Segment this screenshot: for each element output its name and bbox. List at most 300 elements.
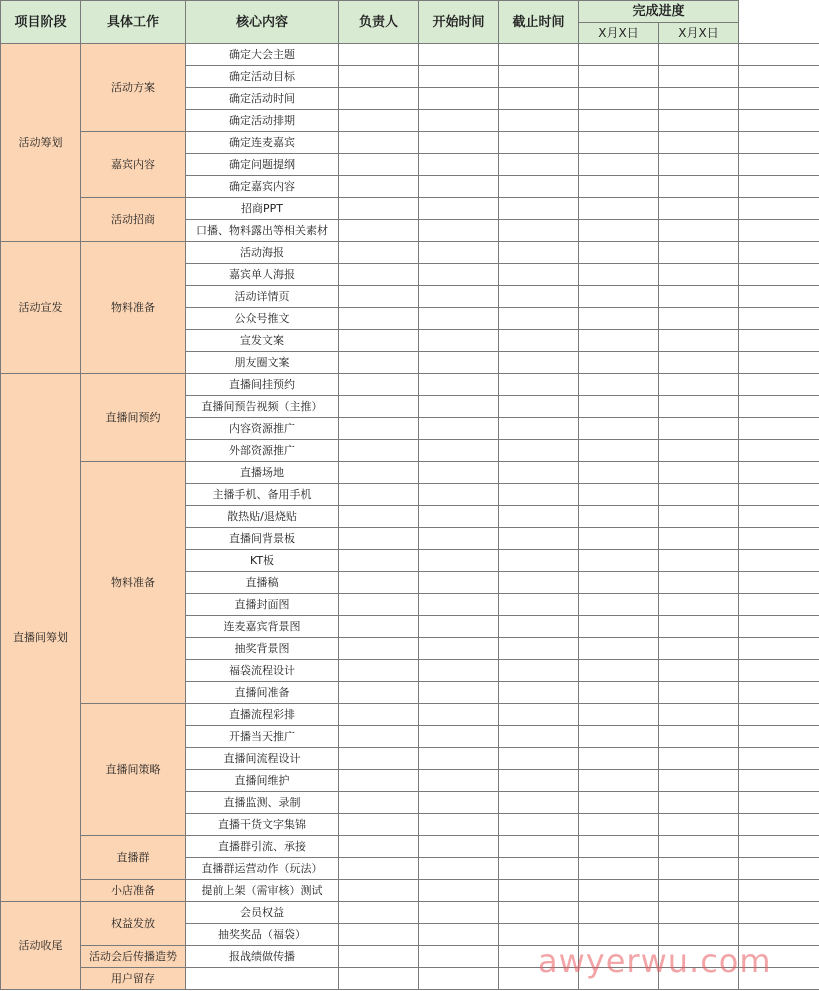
core-cell[interactable] [339,462,419,484]
deadline-cell[interactable] [579,220,659,242]
owner-cell[interactable] [419,682,499,704]
task-cell: 直播稿 [186,572,339,594]
deadline-cell[interactable] [579,550,659,572]
progress-cell-2[interactable] [739,880,819,902]
owner-cell[interactable] [419,154,499,176]
watermark: awyerwu.com [538,942,772,980]
owner-cell[interactable] [419,572,499,594]
core-cell[interactable] [339,506,419,528]
progress-cell-1[interactable] [659,220,739,242]
progress-cell-2[interactable] [739,968,819,990]
progress-cell-2[interactable] [739,88,819,110]
start-cell[interactable] [499,946,579,968]
core-cell[interactable] [339,396,419,418]
core-cell[interactable] [339,968,419,990]
progress-cell-1[interactable] [659,836,739,858]
deadline-cell[interactable] [579,110,659,132]
progress-cell-2[interactable] [739,374,819,396]
owner-cell[interactable] [419,198,499,220]
progress-cell-2[interactable] [739,770,819,792]
start-cell[interactable] [499,704,579,726]
deadline-cell[interactable] [579,682,659,704]
table-row [1,462,819,484]
deadline-cell[interactable] [579,726,659,748]
start-cell[interactable] [499,924,579,946]
task-cell: 直播群运营动作（玩法） [186,858,339,880]
owner-cell[interactable] [419,352,499,374]
progress-cell-1[interactable] [659,792,739,814]
core-cell[interactable] [339,946,419,968]
progress-cell-2[interactable] [739,418,819,440]
core-cell[interactable] [339,352,419,374]
progress-cell-1[interactable] [659,528,739,550]
start-cell[interactable] [499,748,579,770]
progress-cell-2[interactable] [739,462,819,484]
subphase-cell: 小店准备 [81,880,186,902]
core-cell[interactable] [339,154,419,176]
progress-cell-2[interactable] [739,352,819,374]
start-cell[interactable] [499,770,579,792]
progress-cell-2[interactable] [739,858,819,880]
owner-cell[interactable] [419,264,499,286]
task-cell: 朋友圈文案 [186,352,339,374]
table-row [1,946,819,968]
owner-cell[interactable] [419,770,499,792]
owner-cell[interactable] [419,638,499,660]
table-row [1,44,819,66]
progress-cell-1[interactable] [659,594,739,616]
owner-cell[interactable] [419,814,499,836]
task-cell: 主播手机、备用手机 [186,484,339,506]
progress-cell-1[interactable] [659,660,739,682]
owner-cell[interactable] [419,704,499,726]
progress-cell-1[interactable] [659,66,739,88]
task-cell: 确定大会主题 [186,44,339,66]
start-cell[interactable] [499,66,579,88]
start-cell[interactable] [499,968,579,990]
progress-cell-1[interactable] [659,462,739,484]
deadline-cell[interactable] [579,352,659,374]
progress-cell-2[interactable] [739,572,819,594]
core-cell[interactable] [339,132,419,154]
progress-cell-1[interactable] [659,924,739,946]
owner-cell[interactable] [419,110,499,132]
deadline-cell[interactable] [579,704,659,726]
start-cell[interactable] [499,484,579,506]
owner-cell[interactable] [419,550,499,572]
progress-cell-1[interactable] [659,682,739,704]
subphase-cell: 用户留存 [81,968,186,990]
deadline-cell[interactable] [579,638,659,660]
core-cell[interactable] [339,792,419,814]
owner-cell[interactable] [419,924,499,946]
owner-cell[interactable] [419,176,499,198]
start-cell[interactable] [499,352,579,374]
start-cell[interactable] [499,726,579,748]
plan-body [1,44,819,990]
deadline-cell[interactable] [579,506,659,528]
owner-cell[interactable] [419,308,499,330]
task-cell: 直播封面图 [186,594,339,616]
progress-cell-2[interactable] [739,66,819,88]
owner-cell[interactable] [419,792,499,814]
task-cell: 确定活动时间 [186,88,339,110]
progress-cell-1[interactable] [659,748,739,770]
deadline-cell[interactable] [579,374,659,396]
deadline-cell[interactable] [579,946,659,968]
progress-cell-2[interactable] [739,396,819,418]
progress-cell-1[interactable] [659,44,739,66]
owner-cell[interactable] [419,418,499,440]
progress-cell-2[interactable] [739,110,819,132]
progress-cell-2[interactable] [739,682,819,704]
subphase-cell: 物料准备 [81,242,186,374]
progress-cell-2[interactable] [739,638,819,660]
deadline-cell[interactable] [579,924,659,946]
core-cell[interactable] [339,858,419,880]
start-cell[interactable] [499,308,579,330]
progress-cell-1[interactable] [659,154,739,176]
progress-cell-1[interactable] [659,880,739,902]
progress-cell-1[interactable] [659,726,739,748]
owner-cell[interactable] [419,132,499,154]
task-cell: 直播间准备 [186,682,339,704]
core-cell[interactable] [339,770,419,792]
deadline-cell[interactable] [579,440,659,462]
progress-cell-2[interactable] [739,704,819,726]
progress-cell-2[interactable] [739,330,819,352]
progress-cell-1[interactable] [659,704,739,726]
progress-cell-1[interactable] [659,396,739,418]
deadline-cell[interactable] [579,88,659,110]
core-cell[interactable] [339,902,419,924]
start-cell[interactable] [499,792,579,814]
start-cell[interactable] [499,440,579,462]
progress-cell-2[interactable] [739,814,819,836]
progress-cell-2[interactable] [739,506,819,528]
start-cell[interactable] [499,264,579,286]
core-cell[interactable] [339,528,419,550]
core-cell[interactable] [339,616,419,638]
progress-cell-2[interactable] [739,264,819,286]
start-cell[interactable] [499,44,579,66]
deadline-cell[interactable] [579,616,659,638]
core-cell[interactable] [339,110,419,132]
header-core: 核心内容 [186,1,339,44]
deadline-cell[interactable] [579,286,659,308]
owner-cell[interactable] [419,66,499,88]
start-cell[interactable] [499,616,579,638]
task-cell: 提前上架（需审核）测试 [186,880,339,902]
task-cell: 直播间挂预约 [186,374,339,396]
owner-cell[interactable] [419,462,499,484]
deadline-cell[interactable] [579,880,659,902]
progress-cell-2[interactable] [739,308,819,330]
table-row [1,198,819,220]
task-cell: 招商PPT [186,198,339,220]
task-cell: 确定连麦嘉宾 [186,132,339,154]
progress-cell-1[interactable] [659,132,739,154]
task-cell: 确定嘉宾内容 [186,176,339,198]
subphase-cell: 活动会后传播造势 [81,946,186,968]
progress-cell-1[interactable] [659,506,739,528]
progress-cell-2[interactable] [739,836,819,858]
progress-cell-2[interactable] [739,550,819,572]
start-cell[interactable] [499,198,579,220]
start-cell[interactable] [499,902,579,924]
core-cell[interactable] [339,726,419,748]
progress-cell-1[interactable] [659,638,739,660]
task-cell: 内容资源推广 [186,418,339,440]
start-cell[interactable] [499,660,579,682]
deadline-cell[interactable] [579,836,659,858]
start-cell[interactable] [499,814,579,836]
core-cell[interactable] [339,198,419,220]
owner-cell[interactable] [419,242,499,264]
owner-cell[interactable] [419,44,499,66]
progress-cell-1[interactable] [659,616,739,638]
start-cell[interactable] [499,880,579,902]
progress-cell-2[interactable] [739,726,819,748]
core-cell[interactable] [339,264,419,286]
progress-cell-2[interactable] [739,286,819,308]
start-cell[interactable] [499,462,579,484]
progress-cell-1[interactable] [659,308,739,330]
core-cell[interactable] [339,44,419,66]
owner-cell[interactable] [419,748,499,770]
core-cell[interactable] [339,660,419,682]
start-cell[interactable] [499,396,579,418]
core-cell[interactable] [339,814,419,836]
owner-cell[interactable] [419,286,499,308]
start-cell[interactable] [499,220,579,242]
progress-cell-2[interactable] [739,792,819,814]
progress-cell-2[interactable] [739,902,819,924]
progress-cell-2[interactable] [739,176,819,198]
owner-cell[interactable] [419,880,499,902]
progress-cell-2[interactable] [739,154,819,176]
core-cell[interactable] [339,242,419,264]
task-cell: 直播群引流、承接 [186,836,339,858]
progress-cell-2[interactable] [739,484,819,506]
progress-cell-1[interactable] [659,242,739,264]
progress-cell-1[interactable] [659,858,739,880]
owner-cell[interactable] [419,506,499,528]
progress-cell-1[interactable] [659,770,739,792]
core-cell[interactable] [339,440,419,462]
deadline-cell[interactable] [579,396,659,418]
deadline-cell[interactable] [579,308,659,330]
progress-cell-2[interactable] [739,198,819,220]
progress-cell-1[interactable] [659,550,739,572]
owner-cell[interactable] [419,88,499,110]
progress-cell-1[interactable] [659,198,739,220]
deadline-cell[interactable] [579,660,659,682]
owner-cell[interactable] [419,594,499,616]
deadline-cell[interactable] [579,484,659,506]
core-cell[interactable] [339,330,419,352]
deadline-cell[interactable] [579,594,659,616]
start-cell[interactable] [499,858,579,880]
core-cell[interactable] [339,176,419,198]
core-cell[interactable] [339,836,419,858]
progress-cell-1[interactable] [659,946,739,968]
subphase-cell: 活动方案 [81,44,186,132]
start-cell[interactable] [499,638,579,660]
progress-cell-1[interactable] [659,572,739,594]
owner-cell[interactable] [419,902,499,924]
core-cell[interactable] [339,308,419,330]
core-cell[interactable] [339,682,419,704]
deadline-cell[interactable] [579,572,659,594]
core-cell[interactable] [339,220,419,242]
owner-cell[interactable] [419,374,499,396]
owner-cell[interactable] [419,528,499,550]
progress-cell-2[interactable] [739,528,819,550]
core-cell[interactable] [339,924,419,946]
owner-cell[interactable] [419,946,499,968]
deadline-cell[interactable] [579,66,659,88]
deadline-cell[interactable] [579,418,659,440]
progress-cell-1[interactable] [659,484,739,506]
table-row [1,880,819,902]
progress-cell-2[interactable] [739,242,819,264]
owner-cell[interactable] [419,220,499,242]
deadline-cell[interactable] [579,176,659,198]
progress-cell-1[interactable] [659,264,739,286]
owner-cell[interactable] [419,396,499,418]
deadline-cell[interactable] [579,968,659,990]
core-cell[interactable] [339,880,419,902]
progress-cell-2[interactable] [739,946,819,968]
progress-cell-1[interactable] [659,902,739,924]
core-cell[interactable] [339,286,419,308]
progress-cell-2[interactable] [739,616,819,638]
start-cell[interactable] [499,594,579,616]
table-row [1,132,819,154]
start-cell[interactable] [499,132,579,154]
core-cell[interactable] [339,66,419,88]
deadline-cell[interactable] [579,528,659,550]
start-cell[interactable] [499,836,579,858]
owner-cell[interactable] [419,726,499,748]
progress-cell-2[interactable] [739,440,819,462]
core-cell[interactable] [339,572,419,594]
owner-cell[interactable] [419,484,499,506]
task-cell: 直播间背景板 [186,528,339,550]
progress-cell-2[interactable] [739,220,819,242]
deadline-cell[interactable] [579,814,659,836]
progress-cell-1[interactable] [659,968,739,990]
start-cell[interactable] [499,286,579,308]
deadline-cell[interactable] [579,902,659,924]
owner-cell[interactable] [419,836,499,858]
task-cell [186,968,339,990]
deadline-cell[interactable] [579,242,659,264]
task-cell: 直播间流程设计 [186,748,339,770]
owner-cell[interactable] [419,440,499,462]
deadline-cell[interactable] [579,154,659,176]
owner-cell[interactable] [419,330,499,352]
start-cell[interactable] [499,418,579,440]
progress-cell-1[interactable] [659,110,739,132]
progress-cell-2[interactable] [739,660,819,682]
deadline-cell[interactable] [579,198,659,220]
task-cell: KT板 [186,550,339,572]
task-cell: 直播间预告视频（主推） [186,396,339,418]
subphase-cell: 物料准备 [81,462,186,704]
task-cell: 公众号推文 [186,308,339,330]
deadline-cell[interactable] [579,770,659,792]
phase-cell: 活动宣发 [1,242,81,374]
progress-cell-2[interactable] [739,594,819,616]
core-cell[interactable] [339,88,419,110]
progress-cell-1[interactable] [659,176,739,198]
core-cell[interactable] [339,748,419,770]
progress-cell-1[interactable] [659,418,739,440]
deadline-cell[interactable] [579,330,659,352]
deadline-cell[interactable] [579,44,659,66]
deadline-cell[interactable] [579,264,659,286]
progress-cell-2[interactable] [739,924,819,946]
task-cell: 确定活动排期 [186,110,339,132]
start-cell[interactable] [499,176,579,198]
start-cell[interactable] [499,682,579,704]
deadline-cell[interactable] [579,748,659,770]
deadline-cell[interactable] [579,792,659,814]
owner-cell[interactable] [419,660,499,682]
owner-cell[interactable] [419,968,499,990]
task-cell: 开播当天推广 [186,726,339,748]
deadline-cell[interactable] [579,132,659,154]
progress-cell-2[interactable] [739,132,819,154]
header-task: 具体工作 [81,1,186,44]
progress-cell-1[interactable] [659,88,739,110]
core-cell[interactable] [339,418,419,440]
core-cell[interactable] [339,484,419,506]
progress-cell-1[interactable] [659,814,739,836]
start-cell[interactable] [499,330,579,352]
task-cell: 抽奖背景图 [186,638,339,660]
deadline-cell[interactable] [579,462,659,484]
start-cell[interactable] [499,154,579,176]
owner-cell[interactable] [419,616,499,638]
start-cell[interactable] [499,528,579,550]
start-cell[interactable] [499,572,579,594]
progress-cell-1[interactable] [659,286,739,308]
start-cell[interactable] [499,110,579,132]
progress-cell-2[interactable] [739,748,819,770]
start-cell[interactable] [499,506,579,528]
subphase-cell: 直播群 [81,836,186,880]
progress-cell-1[interactable] [659,374,739,396]
start-cell[interactable] [499,88,579,110]
start-cell[interactable] [499,242,579,264]
progress-cell-2[interactable] [739,44,819,66]
core-cell[interactable] [339,704,419,726]
start-cell[interactable] [499,374,579,396]
progress-cell-1[interactable] [659,330,739,352]
core-cell[interactable] [339,594,419,616]
core-cell[interactable] [339,638,419,660]
owner-cell[interactable] [419,858,499,880]
progress-cell-1[interactable] [659,440,739,462]
core-cell[interactable] [339,374,419,396]
deadline-cell[interactable] [579,858,659,880]
start-cell[interactable] [499,550,579,572]
core-cell[interactable] [339,550,419,572]
progress-cell-1[interactable] [659,352,739,374]
